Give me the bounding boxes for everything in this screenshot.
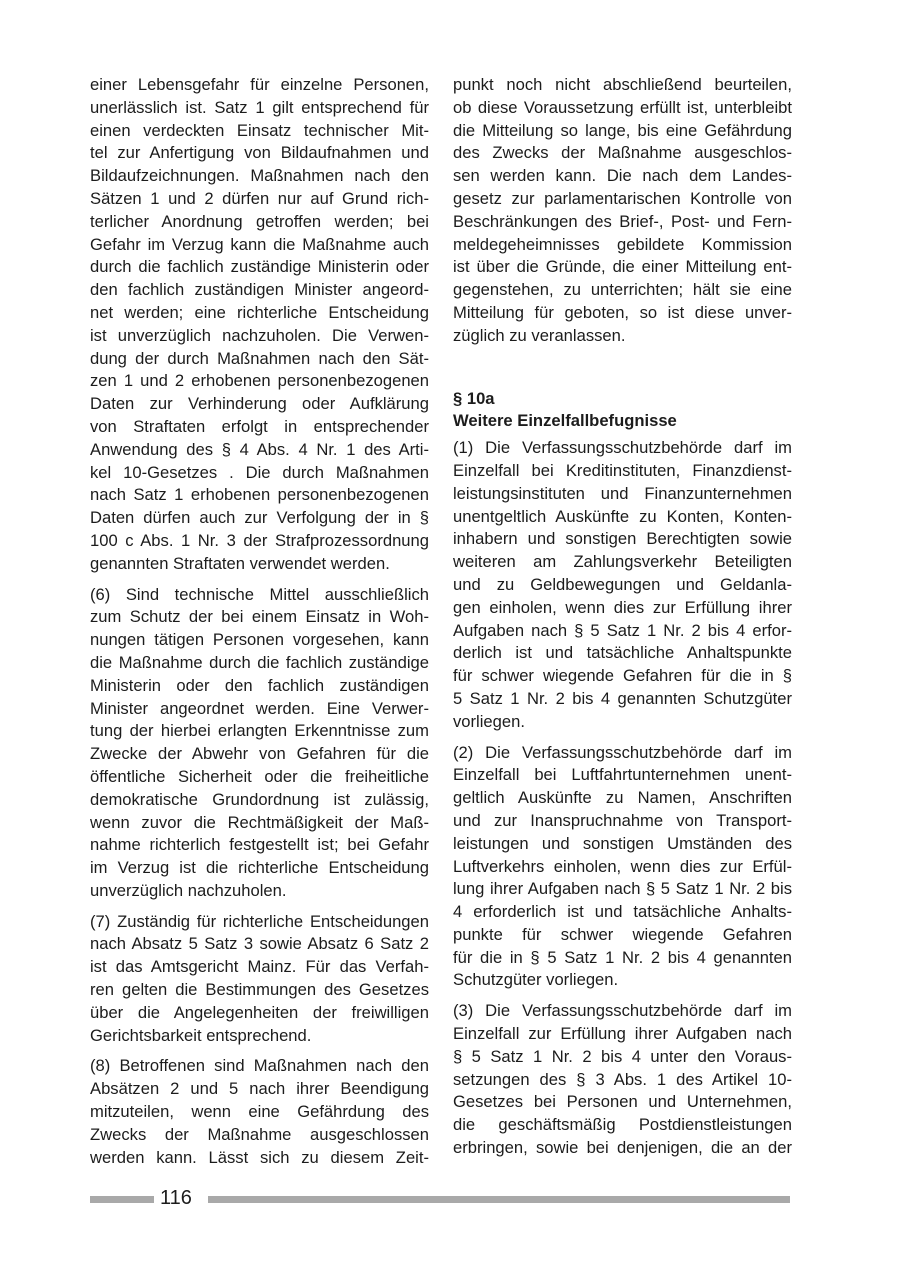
text-line: (6) Sind technische Mittel ausschließlich [90, 584, 429, 604]
text-line: des Zwecks der Maßnahme ausgeschlos- [453, 143, 792, 163]
text-line: unverzüglich nachzuholen. [90, 880, 287, 900]
text-line: zum Schutz der bei einem Einsatz in Woh- [90, 607, 429, 627]
text-line: im Verzug ist die richterliche Entscheidung [90, 858, 429, 878]
text-line: Gesetzes bei Personen und Unternehmen, [453, 1092, 792, 1112]
footer-bar-right [208, 1196, 790, 1203]
text-line: § 5 Satz 1 Nr. 2 bis 4 unter den Voraus- [453, 1046, 792, 1066]
text-line: Aufgaben nach § 5 Satz 1 Nr. 2 bis 4 erfor- [453, 620, 792, 640]
text-line: (1) Die Verfassungsschutzbehörde darf im [453, 438, 792, 458]
paragraph-7 [90, 911, 429, 1048]
text-line: wenn zuvor die Rechtmäßigkeit der Maß- [90, 812, 429, 832]
text-line: vorliegen. [453, 711, 525, 731]
text-line: tel zur Anfertigung von Bildaufnahmen und [90, 143, 429, 163]
text-line: Absätzen 2 und 5 nach ihrer Beendigung [90, 1079, 429, 1099]
text-line: gesetz zur parlamentarischen Kontrolle von [453, 188, 792, 208]
text-line: weiteren am Zahlungsverkehr Beteiligten [453, 552, 792, 572]
text-line: lung ihrer Aufgaben nach § 5 Satz 1 Nr. 2 bis [453, 879, 792, 899]
text-line: Einzelfall bei Kreditinstituten, Finanzdienst- [453, 460, 792, 480]
text-line: ren gelten die Bestimmungen des Gesetzes [90, 980, 429, 1000]
text-line: erbringen, sowie bei denjenigen, die an der [453, 1138, 792, 1158]
text-line: nahme richterlich festgestellt ist; bei Gefahr [90, 835, 429, 855]
text-line: meldegeheimnisses gebildete Kommission [453, 234, 792, 254]
text-line: für die in § 5 Satz 1 Nr. 2 bis 4 genannten [453, 947, 792, 967]
text-line: nungen tätigen Personen vorgesehen, kann [90, 630, 429, 650]
text-line: mitzuteilen, wenn eine Gefährdung des [90, 1102, 429, 1122]
text-line: Zwecke der Abwehr von Gefahren für die [90, 744, 429, 764]
paragraph [90, 74, 429, 576]
text-line: und zu Geldbewegungen und Geldanla- [453, 574, 792, 594]
text-line: punkt noch nicht abschließend beurteilen, [453, 75, 792, 94]
text-line: Sätzen 1 und 2 dürfen nur auf Grund rich- [90, 188, 429, 208]
text-line: unentgeltlich Auskünfte zu Konten, Konten- [453, 506, 792, 526]
text-line: genannten Straftaten verwendet werden. [90, 553, 390, 573]
text-line: ob diese Voraussetzung erfüllt ist, unterbleibt [453, 97, 792, 117]
page-number: 116 [160, 1187, 192, 1209]
text-line: ist über die Gründe, die einer Mitteilung ent- [453, 257, 792, 277]
text-line: Beschränkungen des Brief-, Post- und Fern- [453, 211, 792, 231]
text-line: werden kann. Lässt sich zu diesem Zeit- [90, 1147, 429, 1167]
text-line: Gefahr im Verzug kann die Maßnahme auch [90, 234, 429, 254]
text-line: Minister angeordnet werden. Eine Verwer- [90, 698, 429, 718]
text-line: 4 erforderlich ist und tatsächliche Anhalts- [453, 902, 792, 922]
text-line: die geschäftsmäßig Postdienstleistungen [453, 1115, 792, 1135]
text-line: net werden; eine richterliche Entscheidung [90, 302, 429, 322]
text-line: sen werden kann. Die nach dem Landes- [453, 166, 792, 186]
text-line: Luftverkehrs einholen, wenn dies zur Erfül- [453, 856, 792, 876]
text-line: gegenstehen, zu unterrichten; hält sie eine [453, 280, 792, 300]
text-line: einen verdeckten Einsatz technischer Mit- [90, 120, 429, 140]
text-line: inhabern und sonstigen Berechtigten sowie [453, 529, 792, 549]
text-line: (8) Betroffenen sind Maßnahmen nach den [90, 1056, 429, 1076]
text-line: (7) Zuständig für richterliche Entscheidungen [90, 911, 429, 931]
text-line: von Straftaten erfolgt in entsprechender [90, 416, 429, 436]
section-title: Weitere Einzelfallbefugnisse [453, 411, 677, 431]
paragraph-8 [90, 1055, 429, 1169]
text-line: die Mitteilung so lange, bis eine Gefährdung [453, 120, 792, 140]
text-line: derlich ist und tatsächliche Anhaltspunkte [453, 643, 792, 663]
text-line: punkte für schwer wiegende Gefahren [453, 924, 792, 944]
text-line: züglich zu veranlassen. [453, 325, 626, 345]
text-line: ist unverzüglich nachzuholen. Die Verwen- [90, 325, 429, 345]
text-line: Einzelfall zur Erfüllung ihrer Aufgaben nach [453, 1024, 792, 1044]
text-line: leistungsinstituten und Finanzunternehmen [453, 483, 792, 503]
left-column [90, 74, 429, 1169]
text-line: einer Lebensgefahr für einzelne Personen, [90, 75, 429, 94]
text-line: tung der hierbei erlangten Erkenntnisse zum [90, 721, 429, 741]
text-line: nach Absatz 5 Satz 3 sowie Absatz 6 Satz 2 [90, 934, 429, 954]
text-line: leistungen und sonstigen Umständen des [453, 833, 792, 853]
text-line: demokratische Grundordnung ist zulässig, [90, 789, 429, 809]
text-line: nach Satz 1 erhobenen personenbezogenen [90, 485, 429, 505]
text-line: gen einholen, wenn dies zur Erfüllung ihrer [453, 597, 792, 617]
text-line: für schwer wiegende Gefahren für die in § [453, 666, 792, 686]
text-line: geltlich Auskünfte zu Namen, Anschriften [453, 788, 792, 808]
text-line: den fachlich zuständigen Minister angeord- [90, 280, 429, 300]
footer-bar-left [90, 1196, 154, 1203]
paragraph-8-continued [453, 74, 792, 348]
text-line: die Maßnahme durch die fachlich zuständige [90, 652, 429, 672]
paragraph-6 [90, 584, 429, 903]
text-line: und zur Inanspruchnahme von Transport- [453, 810, 792, 830]
paragraph-1 [453, 437, 792, 733]
text-line: Daten zur Verhinderung oder Aufklärung [90, 394, 429, 414]
text-line: kel 10-Gesetzes . Die durch Maßnahmen [90, 462, 429, 482]
text-line: Mitteilung für geboten, so ist diese unver- [453, 302, 792, 322]
text-line: Schutzgüter vorliegen. [453, 970, 619, 990]
text-line: öffentliche Sicherheit oder die freiheitliche [90, 766, 429, 786]
text-line: durch die fachlich zuständige Ministerin oder [90, 257, 429, 277]
paragraph-3 [453, 1000, 792, 1160]
section-number: § 10a [453, 388, 495, 408]
text-line: unerlässlich ist. Satz 1 gilt entsprechend für [90, 97, 429, 117]
text-line: Zwecks der Maßnahme ausgeschlossen [90, 1124, 429, 1144]
text-line: dung der durch Maßnahmen nach den Sät- [90, 348, 429, 368]
paragraph-2 [453, 742, 792, 993]
text-line: über die Angelegenheiten der freiwilligen [90, 1002, 429, 1022]
text-line: Einzelfall bei Luftfahrtunternehmen unent- [453, 765, 792, 785]
text-line: zen 1 und 2 erhobenen personenbezogenen [90, 371, 429, 391]
text-line: terlicher Anordnung getroffen werden; bei [90, 211, 429, 231]
text-line: ist das Amtsgericht Mainz. Für das Verfah- [90, 957, 429, 977]
text-line: 5 Satz 1 Nr. 2 bis 4 genannten Schutzgüter [453, 688, 792, 708]
text-line: (3) Die Verfassungsschutzbehörde darf im [453, 1001, 792, 1021]
right-column [453, 74, 792, 1160]
text-line: (2) Die Verfassungsschutzbehörde darf im [453, 742, 792, 762]
text-line: Daten dürfen auch zur Verfolgung der in § [90, 508, 429, 528]
text-line: setzungen des § 3 Abs. 1 des Artikel 10- [453, 1069, 792, 1089]
text-line: Gerichtsbarkeit entsprechend. [90, 1025, 312, 1045]
text-line: 100 c Abs. 1 Nr. 3 der Strafprozessordnung [90, 530, 429, 550]
text-line: Ministerin oder den fachlich zuständigen [90, 675, 429, 695]
text-line: Bildaufzeichnungen. Maßnahmen nach den [90, 166, 429, 186]
text-line: Anwendung des § 4 Abs. 4 Nr. 1 des Arti- [90, 439, 429, 459]
